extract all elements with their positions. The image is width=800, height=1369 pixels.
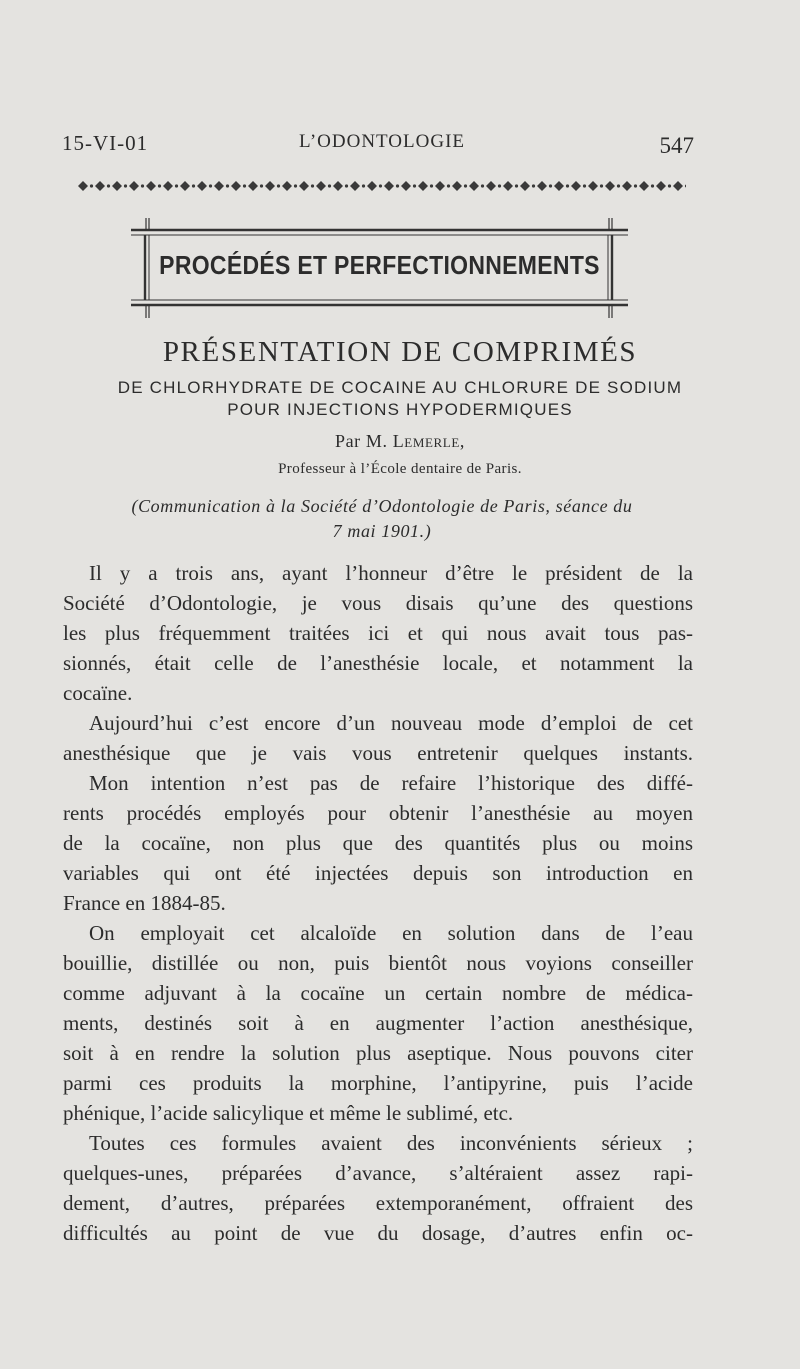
- body-line: quelques-unes, préparées d’avance, s’altéraient assez rapi-: [63, 1161, 693, 1185]
- body-line: parmi ces produits la morphine, l’antipyrine, puis l’acide: [63, 1071, 693, 1095]
- body-line: comme adjuvant à la cocaïne un certain nombre de médica-: [63, 981, 693, 1005]
- body-line: Aujourd’hui c’est encore d’un nouveau mode d’emploi de cet: [89, 711, 693, 735]
- body-line: dement, d’autres, préparées extemporanément, offraient des: [63, 1191, 693, 1215]
- author-name: Lemerle,: [392, 431, 465, 451]
- article-subtitle-line-1: DE CHLORHYDRATE DE COCAINE AU CHLORURE DE SODIUM: [117, 378, 683, 397]
- body-line: soit à en rendre la solution plus aseptique. Nous pouvons citer: [63, 1041, 693, 1065]
- body-line: les plus fréquemment traitées ici et qui nous avait tous pas-: [63, 621, 693, 645]
- communication-note-line-1: (Communication à la Société d’Odontologie de Paris, séance du: [131, 496, 633, 516]
- communication-note-line-2: 7 mai 1901.): [332, 521, 432, 541]
- body-line: Il y a trois ans, ayant l’honneur d’être le président de la: [89, 561, 693, 585]
- body-line: Toutes ces formules avaient des inconvénients sérieux ;: [89, 1131, 693, 1155]
- author-prefix: Par M.: [334, 431, 388, 451]
- body-line: France en 1884-85.: [63, 891, 226, 915]
- journal-title: L’ODONTOLOGIE: [298, 131, 466, 152]
- body-line: rents procédés employés pour obtenir l’anesthésie au moyen: [63, 801, 693, 825]
- section-title: PROCÉDÉS ET PERFECTIONNEMENTS: [159, 250, 600, 280]
- body-line: difficultés au point de vue du dosage, d’autres enfin oc-: [63, 1221, 693, 1245]
- body-line: variables qui ont été injectées depuis son introduction en: [63, 861, 693, 885]
- body-line: phénique, l’acide salicylique et même le sublimé, etc.: [63, 1101, 514, 1125]
- body-line: On employait cet alcaloïde en solution dans de l’eau: [89, 921, 693, 945]
- author-line: [0, 431, 800, 452]
- issue-date: 15-VI-01: [62, 131, 149, 155]
- body-line: bouillie, distillée ou non, puis bientôt nous voyions conseiller: [63, 951, 693, 975]
- body-line: cocaïne.: [63, 681, 133, 705]
- article-subtitle-line-2: POUR INJECTIONS HYPODERMIQUES: [227, 400, 573, 419]
- running-head: [62, 131, 702, 161]
- body-line: sionnés, était celle de l’anesthésie locale, et notamment la: [63, 651, 693, 675]
- body-line: Société d’Odontologie, je vous disais qu’une des questions: [63, 591, 693, 615]
- author-affiliation: Professeur à l’École dentaire de Paris.: [278, 461, 522, 477]
- ornamental-border: [74, 178, 686, 194]
- body-line: Mon intention n’est pas de refaire l’historique des diffé-: [89, 771, 693, 795]
- page-number: 547: [659, 133, 694, 158]
- article-title: PRÉSENTATION DE COMPRIMÉS: [162, 336, 638, 368]
- body-line: de la cocaïne, non plus que des quantités plus ou moins: [63, 831, 693, 855]
- body-line: anesthésique que je vais vous entretenir quelques instants.: [63, 741, 693, 765]
- section-banner: [131, 212, 628, 324]
- body-line: ments, destinés soit à en augmenter l’action anesthésique,: [63, 1011, 693, 1035]
